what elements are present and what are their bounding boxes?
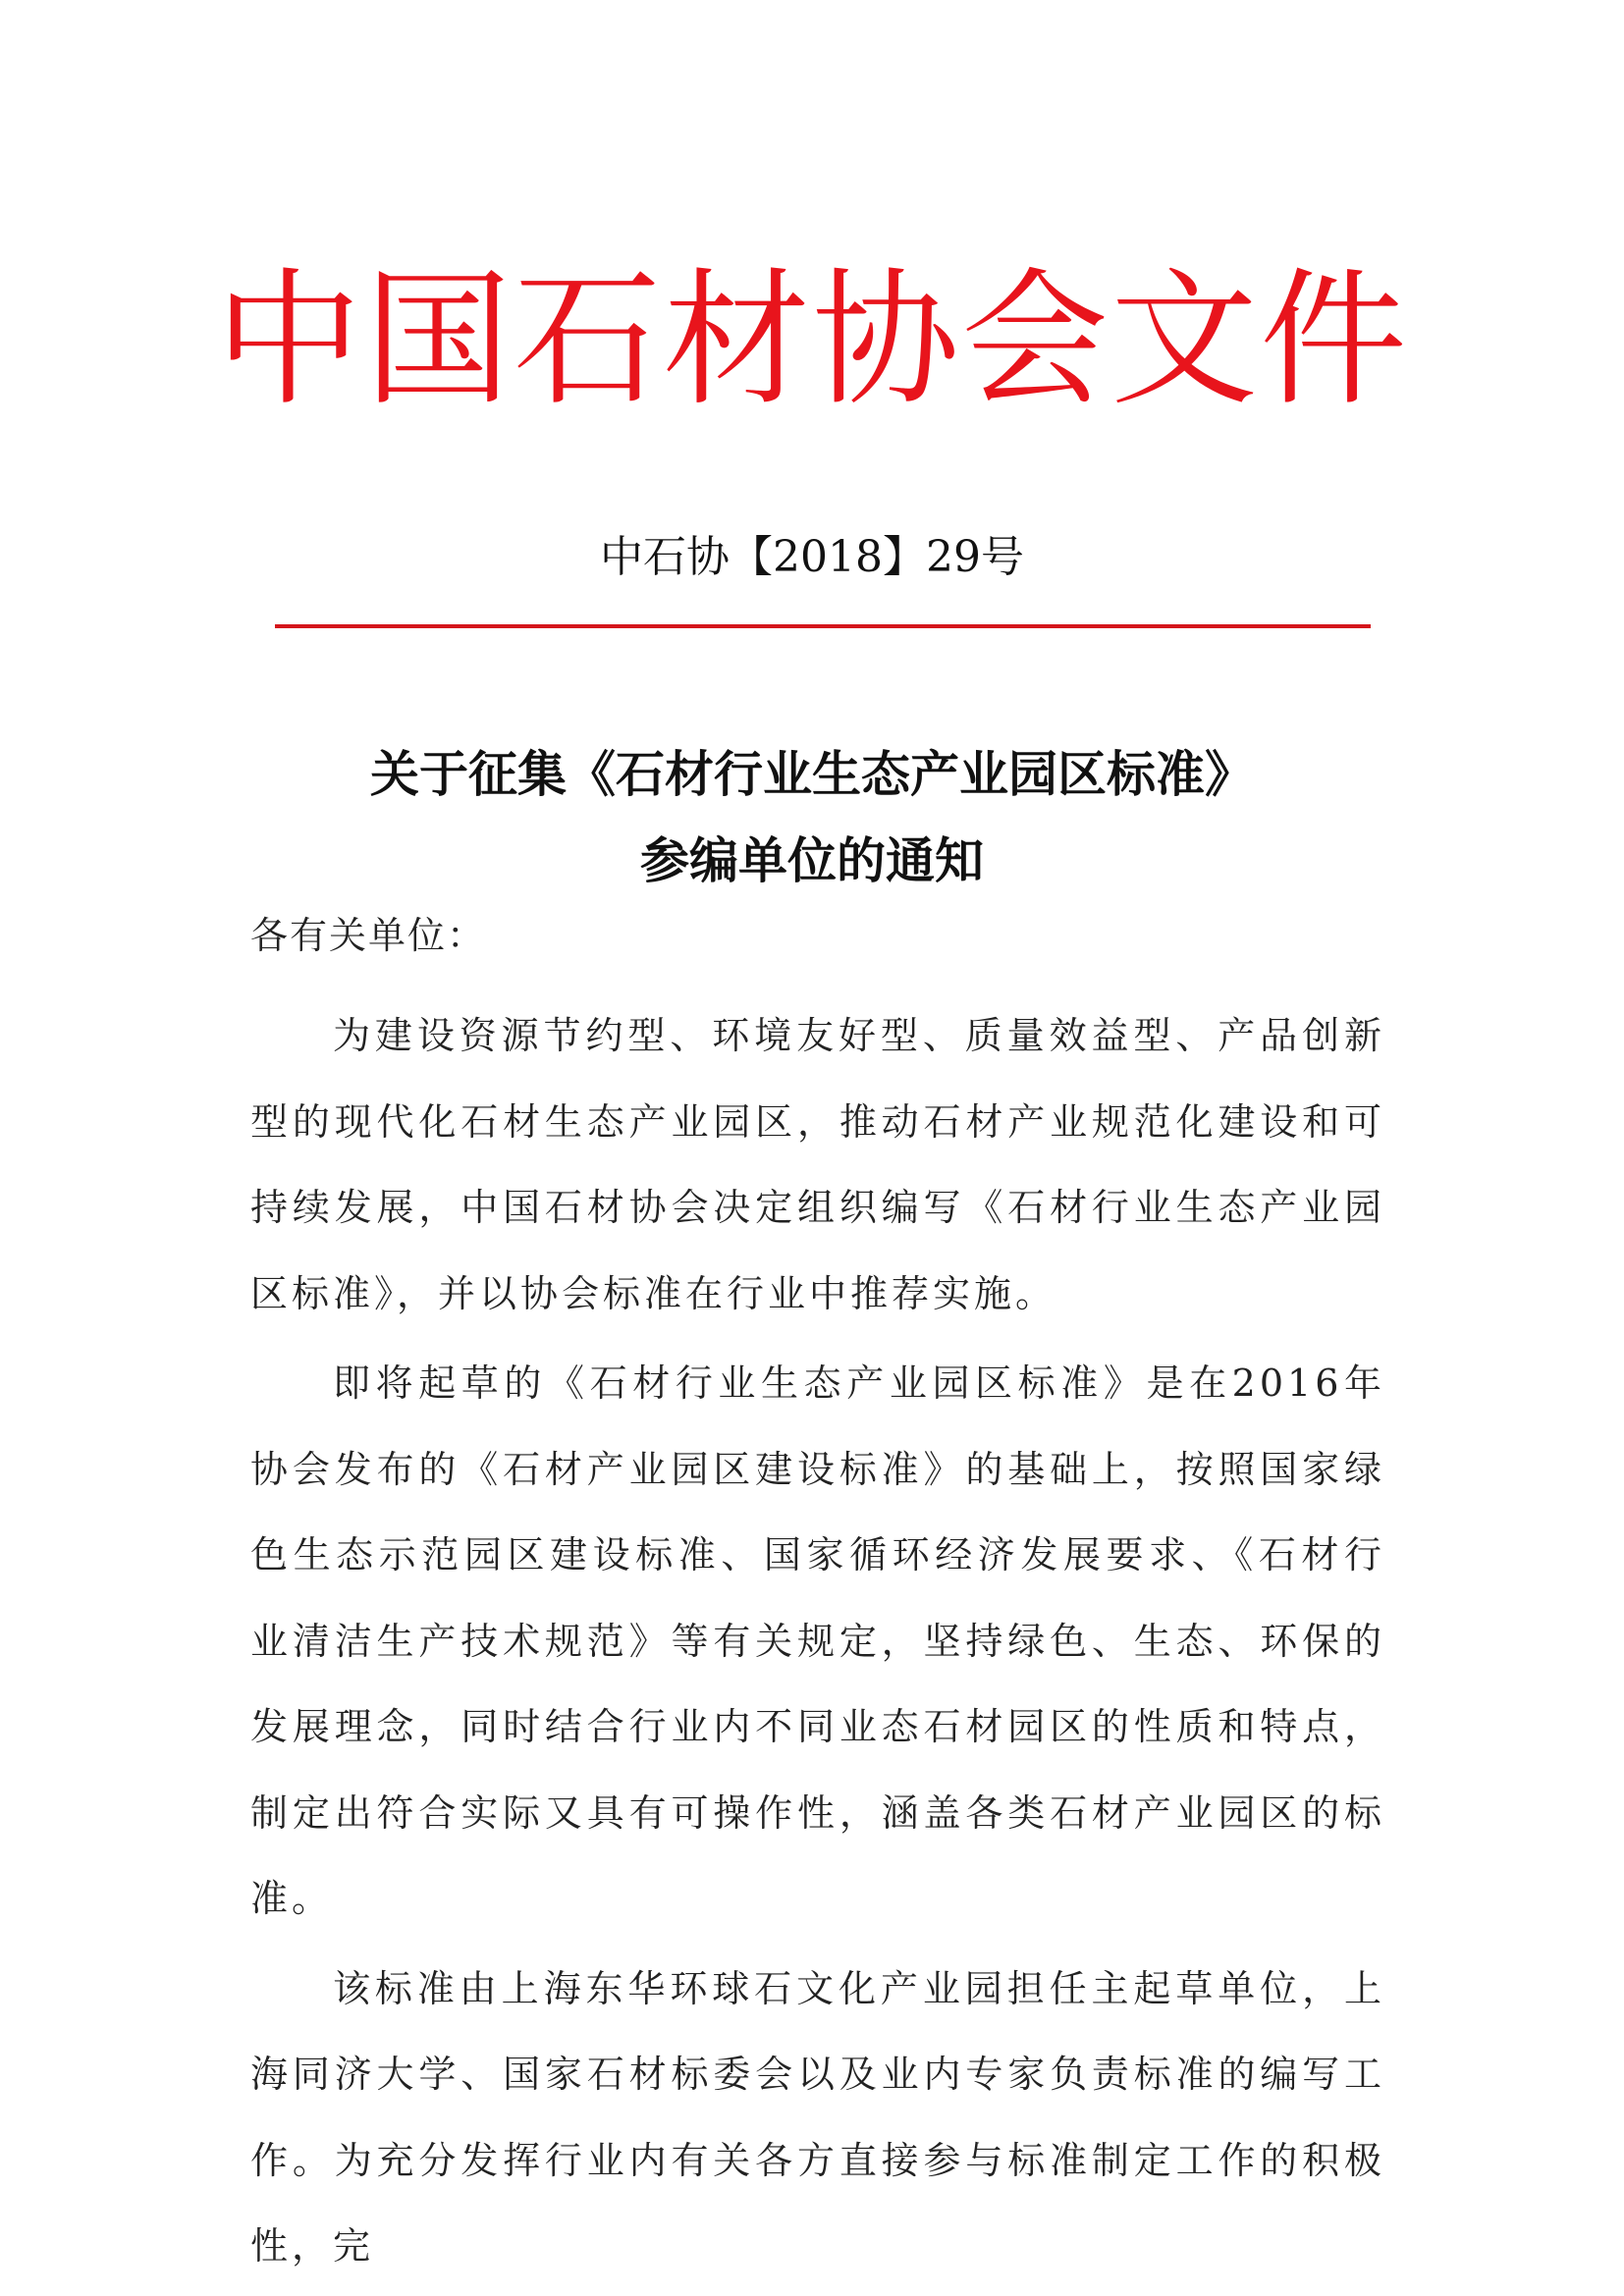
document-number: 中石协【2018】29号 [600, 532, 1024, 582]
organization-header: 中国石材协会文件 [214, 255, 1409, 426]
document-title [0, 731, 1624, 904]
paragraph: 为建设资源节约型、环境友好型、质量效益型、产品创新型的现代化石材生态产业园区，推动石材产业规范化建设和可持续发展，中国石材协会决定组织编写《石材行业生态产业园区标准》，并以协会标准在行业中推荐实施。 [250, 1014, 1385, 1315]
document-title-line-2: 参编单位的通知 [640, 831, 984, 889]
body-text [250, 993, 1385, 2294]
paragraph: 即将起草的《石材行业生态产业园区标准》是在2016年协会发布的《石材产业园区建设标准》的基础上，按照国家绿色生态示范园区建设标准、国家循环经济发展要求、《石材行业清洁生产技术规范》等有关规定，坚持绿色、生态、环保的发展理念，同时结合行业内不同业态石材园区的性质和特点，制定出符合实际又具有可操作性，涵盖各类石材产业园区的标准。 [250, 1362, 1385, 1920]
salutation: 各有关单位： [250, 914, 487, 957]
header-divider [275, 624, 1371, 628]
paragraph: 该标准由上海东华环球石文化产业园担任主起草单位，上海同济大学、国家石材标委会以及业内专家负责标准的编写工作。为充分发挥行业内有关各方直接参与标准制定工作的积极性，完 [250, 1966, 1385, 2268]
document-title-line-1: 关于征集《石材行业生态产业园区标准》 [370, 745, 1254, 803]
